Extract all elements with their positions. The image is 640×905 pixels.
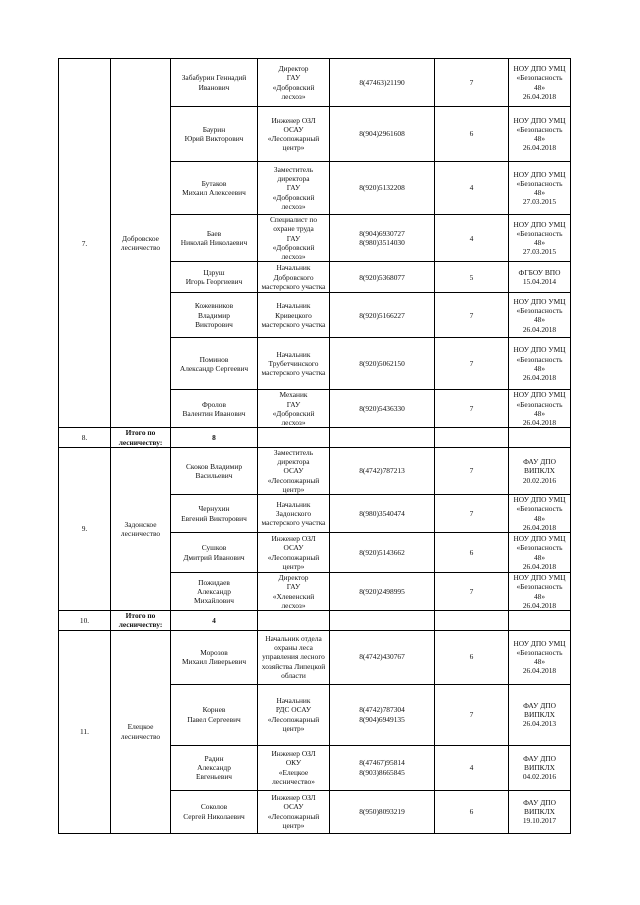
person-position-line: «Лесопожарный [267, 475, 320, 485]
person-position-line: Директор [278, 573, 309, 582]
person-phone [330, 495, 435, 533]
person-position-line: ОСАУ [283, 802, 304, 812]
person-count: 4 [435, 745, 509, 790]
training-org [509, 59, 571, 107]
person-phone [330, 790, 435, 833]
person-name-line: Павел Сергеевич [187, 714, 241, 724]
person-position [258, 495, 330, 533]
person-name-line: Сергей Николаевич [183, 811, 245, 821]
training-org-line: «Безопасность 48» [516, 73, 563, 92]
training-org-line: ФАУ ДПО ВИПКЛХ [523, 753, 556, 772]
person-position-line: управления лесного [262, 652, 325, 662]
person-count: 4 [435, 162, 509, 215]
person-position-line: «Добровский лесхоз» [272, 192, 315, 211]
training-org-line: «Безопасность 48» [516, 504, 563, 523]
person-phone [330, 573, 435, 611]
table-row [59, 447, 571, 494]
person-name [171, 338, 258, 390]
person-name-line: Владимир [198, 310, 230, 320]
training-org-line: 26.04.2018 [522, 91, 557, 101]
training-org-line: 26.04.2018 [522, 324, 557, 334]
person-name-line: Скоков Владимир [185, 461, 243, 471]
person-name-line: Михайлович [194, 596, 234, 606]
training-org-line: 04.02.2016 [522, 772, 557, 782]
total-value: 8 [171, 428, 258, 448]
person-position-line: Кривецкого [275, 310, 312, 320]
person-position [258, 107, 330, 162]
person-phone [330, 59, 435, 107]
person-position-line: Инженер ОЗЛ [271, 534, 316, 543]
training-org-line: 26.04.2018 [522, 600, 557, 610]
training-org [509, 745, 571, 790]
person-position-line: ОСАУ [283, 466, 304, 476]
person-phone-line: 8(904)6930727 [359, 228, 405, 238]
training-org-line: ФАУ ДПО ВИПКЛХ [523, 700, 556, 719]
training-org [509, 262, 571, 293]
training-org-line: 26.04.2018 [522, 522, 557, 532]
total-label-line: лесничеству: [118, 620, 163, 630]
empty-cell [509, 611, 571, 631]
person-name [171, 630, 258, 684]
person-position-line: Инженер ОЗЛ [271, 749, 316, 758]
person-name [171, 533, 258, 573]
person-position-line: центр» [282, 143, 305, 153]
person-position-line: «Хлевенский лесхоз» [272, 591, 315, 610]
training-org [509, 573, 571, 611]
person-position [258, 59, 330, 107]
person-position-line: «Лесопожарный [267, 134, 320, 143]
total-row [59, 428, 571, 448]
person-position-line: ОСАУ [283, 124, 304, 134]
training-org [509, 630, 571, 684]
person-phone-line: 8(980)3540474 [359, 508, 405, 518]
person-phone [330, 293, 435, 338]
training-org-line: «Безопасность 48» [516, 647, 563, 666]
person-position-line: Специалист по [269, 215, 318, 224]
person-phone-line: 8(950)8093219 [359, 806, 405, 816]
training-org-line: ФГБОУ ВПО [518, 268, 561, 277]
empty-cell [509, 428, 571, 448]
person-position-line: ГАУ [286, 582, 301, 592]
person-position-line: центр» [282, 820, 305, 830]
person-name [171, 745, 258, 790]
person-name-line: Бутаков [201, 178, 227, 188]
training-org-line: НОУ ДПО УМЦ [513, 534, 566, 543]
person-position-line: ОСАУ [283, 543, 304, 553]
person-name-line: Забабурин Геннадий [181, 73, 247, 83]
person-name-line: Александр Сергеевич [179, 363, 249, 373]
person-phone-line: 8(980)3514030 [359, 238, 405, 248]
person-position-line: Механик [279, 390, 308, 400]
training-org-line: НОУ ДПО УМЦ [513, 390, 566, 400]
training-org-line: НОУ ДПО УМЦ [513, 115, 566, 125]
training-org [509, 293, 571, 338]
person-position-line: «Лесопожарный [267, 714, 320, 724]
person-name [171, 293, 258, 338]
staff-table [58, 58, 571, 834]
row-number: 8. [59, 428, 111, 448]
forestry-name-line: Добровское [122, 233, 159, 243]
training-org-line: НОУ ДПО УМЦ [513, 495, 566, 504]
person-name-line: Васильевич [195, 470, 233, 480]
person-count: 6 [435, 790, 509, 833]
training-org [509, 447, 571, 494]
person-phone-line: 8(920)5143662 [359, 547, 405, 557]
forestry-name [111, 630, 171, 833]
person-position-line: директора [277, 457, 310, 466]
person-name [171, 215, 258, 262]
person-name [171, 59, 258, 107]
table-row [59, 59, 571, 107]
forestry-name-line: Задонское [124, 519, 157, 529]
person-phone [330, 107, 435, 162]
person-position-line: директора [277, 174, 310, 184]
person-name [171, 262, 258, 293]
person-name-line: Александр [197, 586, 231, 596]
empty-cell [258, 428, 330, 448]
training-org-line: 27.03.2015 [522, 197, 557, 207]
person-name-line: Баурин [202, 124, 226, 134]
person-name-line: Иванович [198, 82, 230, 92]
person-phone [330, 745, 435, 790]
person-name [171, 107, 258, 162]
person-name-line: Поминов [199, 354, 229, 364]
person-position-line: РДС ОСАУ [275, 705, 312, 715]
person-position-line: Трубетчинского [268, 359, 319, 369]
forestry-name-line: лесничество [120, 243, 161, 253]
person-phone [330, 630, 435, 684]
person-phone-line: 8(904)2961608 [359, 129, 405, 139]
person-phone [330, 162, 435, 215]
training-org-line: «Безопасность 48» [516, 582, 563, 601]
person-count: 6 [435, 630, 509, 684]
person-count: 7 [435, 447, 509, 494]
training-org-line: «Безопасность 48» [516, 124, 563, 143]
person-phone [330, 684, 435, 745]
person-name-line: Радин [204, 753, 224, 763]
training-org [509, 790, 571, 833]
person-position-line: Начальник [276, 263, 311, 273]
person-position [258, 162, 330, 215]
person-phone-line: 8(4742)787213 [359, 466, 405, 476]
total-label-line: Итого по [125, 428, 156, 438]
person-count: 4 [435, 215, 509, 262]
training-org-line: 26.04.2018 [522, 143, 557, 153]
person-position-line: ГАУ [286, 183, 301, 193]
training-org-line: 27.03.2015 [522, 247, 557, 257]
person-name-line: Игорь Георгиевич [185, 277, 243, 287]
person-position-line: охраны леса [274, 643, 313, 653]
person-phone-line: 8(47463)21190 [359, 77, 405, 87]
person-position-line: Добровского [273, 272, 314, 282]
total-label [111, 611, 171, 631]
person-phone [330, 533, 435, 573]
training-org-line: 26.04.2018 [522, 666, 557, 676]
person-position-line: ОКУ [285, 758, 302, 768]
total-label-line: Итого по [125, 611, 156, 620]
person-count: 6 [435, 533, 509, 573]
person-count: 7 [435, 59, 509, 107]
person-position-line: охране труда [273, 224, 314, 234]
person-count: 7 [435, 573, 509, 611]
person-name-line: Баев [206, 228, 222, 238]
row-number: 10. [59, 611, 111, 631]
person-position-line: Инженер ОЗЛ [271, 115, 316, 125]
person-position [258, 684, 330, 745]
person-phone-line: 8(920)5132208 [359, 183, 405, 193]
training-org [509, 684, 571, 745]
person-name-line: Евгений Викторович [181, 513, 247, 523]
training-org [509, 162, 571, 215]
training-org-line: 20.02.2016 [522, 475, 557, 485]
person-phone-line: 8(920)5166227 [359, 310, 405, 320]
person-position [258, 215, 330, 262]
person-name-line: Николай Николаевич [180, 238, 248, 248]
person-phone [330, 262, 435, 293]
person-name-line: Михаил Ливерьевич [181, 657, 247, 666]
person-position-line: «Лесопожарный [267, 811, 320, 821]
person-position-line: «Елецкое [278, 767, 309, 777]
training-org-line: «Безопасность 48» [516, 354, 563, 373]
person-position [258, 338, 330, 390]
person-name-line: Кожевников [194, 301, 234, 311]
person-phone [330, 215, 435, 262]
person-name [171, 684, 258, 745]
training-org-line: «Безопасность 48» [516, 543, 563, 562]
training-org-line: НОУ ДПО УМЦ [513, 573, 566, 582]
person-phone-line: 8(920)5062150 [359, 359, 405, 369]
person-phone-line: 8(47467)95814 [359, 758, 405, 768]
person-position [258, 573, 330, 611]
person-name [171, 162, 258, 215]
forestry-name [111, 447, 171, 610]
person-position-line: Заместитель [273, 164, 314, 174]
person-name-line: Евгеньевич [196, 772, 232, 782]
person-position [258, 745, 330, 790]
person-name-line: Фролов [201, 399, 226, 409]
table-row [59, 630, 571, 684]
row-number: 11. [59, 630, 111, 833]
person-phone-line: 8(920)5436330 [359, 404, 405, 414]
person-name-line: Дмитрий Иванович [183, 552, 245, 562]
person-phone-line: 8(903)8665845 [359, 767, 405, 777]
person-position-line: лесничество» [272, 776, 315, 786]
person-position-line: «Добровский лесхоз» [272, 408, 315, 427]
person-name-line: Александр [197, 762, 231, 772]
person-name-line: Юрий Викторович [184, 134, 244, 143]
person-count: 7 [435, 293, 509, 338]
training-org-line: «Безопасность 48» [516, 228, 563, 248]
person-phone [330, 390, 435, 428]
training-org [509, 215, 571, 262]
person-count: 7 [435, 338, 509, 390]
person-phone-line: 8(920)5368077 [359, 272, 405, 282]
person-phone-line: 8(4742)430767 [359, 652, 405, 662]
person-position-line: мастерского участка [261, 518, 326, 528]
person-position [258, 533, 330, 573]
training-org [509, 533, 571, 573]
person-name-line: Викторович [195, 319, 233, 329]
person-position-line: хозяйства Липецкой [261, 661, 326, 671]
person-position [258, 630, 330, 684]
person-position [258, 790, 330, 833]
training-org [509, 390, 571, 428]
training-org-line: 26.04.2018 [522, 373, 557, 382]
forestry-name-line: лесничество [120, 528, 161, 538]
person-phone [330, 338, 435, 390]
person-name [171, 573, 258, 611]
person-name-line: Морозов [200, 647, 228, 657]
person-position-line: ГАУ [286, 73, 301, 83]
person-position-line: центр» [282, 561, 305, 571]
forestry-name-line: Елецкое [127, 722, 154, 732]
training-org-line: «Безопасность 48» [516, 178, 563, 197]
total-label-line: лесничеству: [118, 437, 163, 447]
training-org-line: 26.04.2018 [522, 418, 557, 427]
person-position-line: Инженер ОЗЛ [271, 793, 316, 802]
training-org-line: НОУ ДПО УМЦ [513, 169, 566, 179]
training-org-line: ФАУ ДПО ВИПКЛХ [523, 457, 556, 476]
training-org-line: «Безопасность 48» [516, 399, 563, 418]
person-position-line: центр» [282, 723, 305, 733]
person-position-line: Начальник [276, 696, 311, 705]
training-org-line: НОУ ДПО УМЦ [513, 64, 566, 73]
person-position-line: Начальник [276, 499, 311, 509]
empty-cell [435, 611, 509, 631]
person-position-line: «Добровский лесхоз» [272, 242, 315, 261]
person-position-line: «Добровский лесхоз» [272, 82, 315, 101]
person-name-line: Цзруш [203, 268, 225, 277]
person-position-line: «Лесопожарный [267, 552, 320, 562]
person-name [171, 790, 258, 833]
person-phone-line: 8(4742)787304 [359, 705, 405, 715]
person-position-line: мастерского участка [261, 368, 326, 378]
person-position [258, 262, 330, 293]
forestry-name [111, 59, 171, 428]
training-org-line: НОУ ДПО УМЦ [513, 296, 566, 306]
person-count: 5 [435, 262, 509, 293]
person-name-line: Корнев [202, 705, 226, 715]
person-position-line: Начальник отдела [265, 633, 322, 643]
person-position-line: Начальник [276, 349, 311, 359]
person-position [258, 390, 330, 428]
person-count: 7 [435, 495, 509, 533]
person-position-line: Директор [278, 64, 309, 73]
person-count: 7 [435, 390, 509, 428]
person-name [171, 495, 258, 533]
training-org-line: «Безопасность 48» [516, 306, 563, 325]
person-name [171, 447, 258, 494]
total-value: 4 [171, 611, 258, 631]
person-name [171, 390, 258, 428]
person-count: 6 [435, 107, 509, 162]
person-position-line: Задонского [275, 508, 312, 518]
person-phone-line: 8(904)6949135 [359, 714, 405, 724]
person-position-line: области [281, 670, 306, 680]
person-name-line: Михаил Алексеевич [182, 188, 246, 197]
training-org [509, 107, 571, 162]
person-position-line: Заместитель [273, 447, 314, 457]
empty-cell [330, 611, 435, 631]
person-position-line: центр» [282, 484, 305, 494]
person-position-line: мастерского участка [261, 281, 326, 291]
person-name-line: Соколов [200, 802, 228, 812]
person-name-line: Пожидаев [198, 577, 230, 587]
training-org-line: 15.04.2014 [522, 277, 557, 287]
training-org-line: НОУ ДПО УМЦ [513, 219, 566, 229]
empty-cell [330, 428, 435, 448]
person-name-line: Валентин Иванович [182, 408, 246, 418]
total-row [59, 611, 571, 631]
empty-cell [258, 611, 330, 631]
person-name-line: Сушков [201, 543, 227, 553]
row-number: 7. [59, 59, 111, 428]
training-org-line: НОУ ДПО УМЦ [513, 345, 566, 355]
training-org [509, 495, 571, 533]
person-position [258, 447, 330, 494]
person-phone [330, 447, 435, 494]
person-position-line: мастерского участка [261, 319, 326, 329]
total-label [111, 428, 171, 448]
training-org-line: ФАУ ДПО ВИПКЛХ [523, 797, 556, 816]
forestry-name-line: лесничество [120, 731, 161, 741]
person-position-line: ГАУ [286, 233, 301, 243]
person-name-line: Чернухин [198, 504, 230, 514]
person-count: 7 [435, 684, 509, 745]
training-org-line: 19.10.2017 [522, 816, 557, 826]
person-position-line: Начальник [276, 301, 311, 311]
training-org-line: 26.04.2018 [522, 561, 557, 571]
training-org-line: НОУ ДПО УМЦ [513, 638, 566, 648]
training-org [509, 338, 571, 390]
person-position-line: ГАУ [286, 399, 301, 409]
person-phone-line: 8(920)2498995 [359, 586, 405, 596]
training-org-line: 26.04.2013 [522, 719, 557, 729]
empty-cell [435, 428, 509, 448]
row-number: 9. [59, 447, 111, 610]
person-position [258, 293, 330, 338]
